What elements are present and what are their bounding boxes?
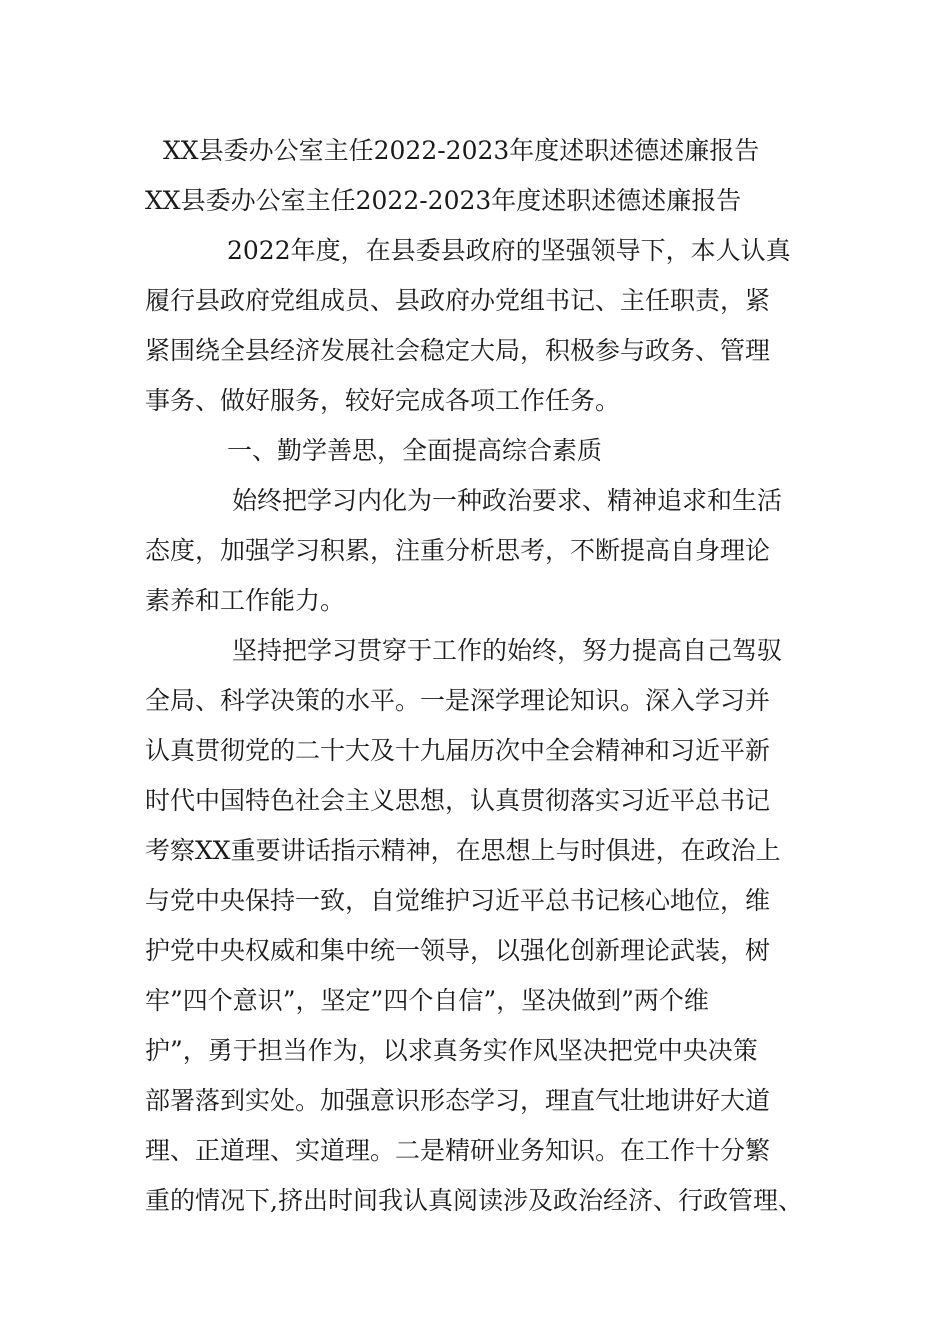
- body-line: 护党中央权威和集中统一领导，以强化创新理论武装，树: [145, 936, 771, 965]
- body-line: 始终把学习内化为一种政治要求、精神追求和生活: [232, 486, 783, 515]
- body-line: 坚持把学习贯穿于工作的始终，努力提高自己驾驭: [232, 636, 783, 665]
- body-line: 2022年度，在县委县政府的坚强领导下，本人认真: [227, 236, 791, 265]
- body-line: 与党中央保持一致，自觉维护习近平总书记核心地位，维: [145, 886, 771, 915]
- body-line: 护”，勇于担当作为，以求真务实作风坚决把党中央决策: [145, 1036, 758, 1065]
- body-line: 全局、科学决策的水平。一是深学理论知识。深入学习并: [145, 686, 771, 715]
- body-line: 紧围绕全县经济发展社会稳定大局，积极参与政务、管理: [145, 336, 771, 365]
- body-line: 时代中国特色社会主义思想，认真贯彻落实习近平总书记: [145, 786, 771, 815]
- body-line: 履行县政府党组成员、县政府办党组书记、主任职责，紧: [145, 286, 771, 315]
- body-line: 理、正道理、实道理。二是精研业务知识。在工作十分繁: [145, 1136, 771, 1165]
- body-line: 素养和工作能力。: [145, 586, 346, 615]
- document-title: XX县委办公室主任2022-2023年度述职述德述廉报告: [163, 136, 760, 165]
- body-line: 考察XX重要讲话指示精神，在思想上与时俱进，在政治上: [145, 836, 781, 865]
- body-line: 态度，加强学习积累，注重分析思考，不断提高自身理论: [145, 536, 771, 565]
- body-line: 认真贯彻党的二十大及十九届历次中全会精神和习近平新: [145, 736, 771, 765]
- body-line: 牢”四个意识”，坚定”四个自信”，坚决做到”两个维: [145, 986, 709, 1015]
- document-subtitle: XX县委办公室主任2022-2023年度述职述德述廉报告: [145, 186, 742, 215]
- section-heading: 一、勤学善思，全面提高综合素质: [227, 436, 603, 465]
- body-line: 重的情况下,挤出时间我认真阅读涉及政治经济、行政管理、: [145, 1186, 803, 1215]
- body-line: 部署落到实处。加强意识形态学习，理直气壮地讲好大道: [145, 1086, 771, 1115]
- body-line: 事务、做好服务，较好完成各项工作任务。: [145, 386, 621, 415]
